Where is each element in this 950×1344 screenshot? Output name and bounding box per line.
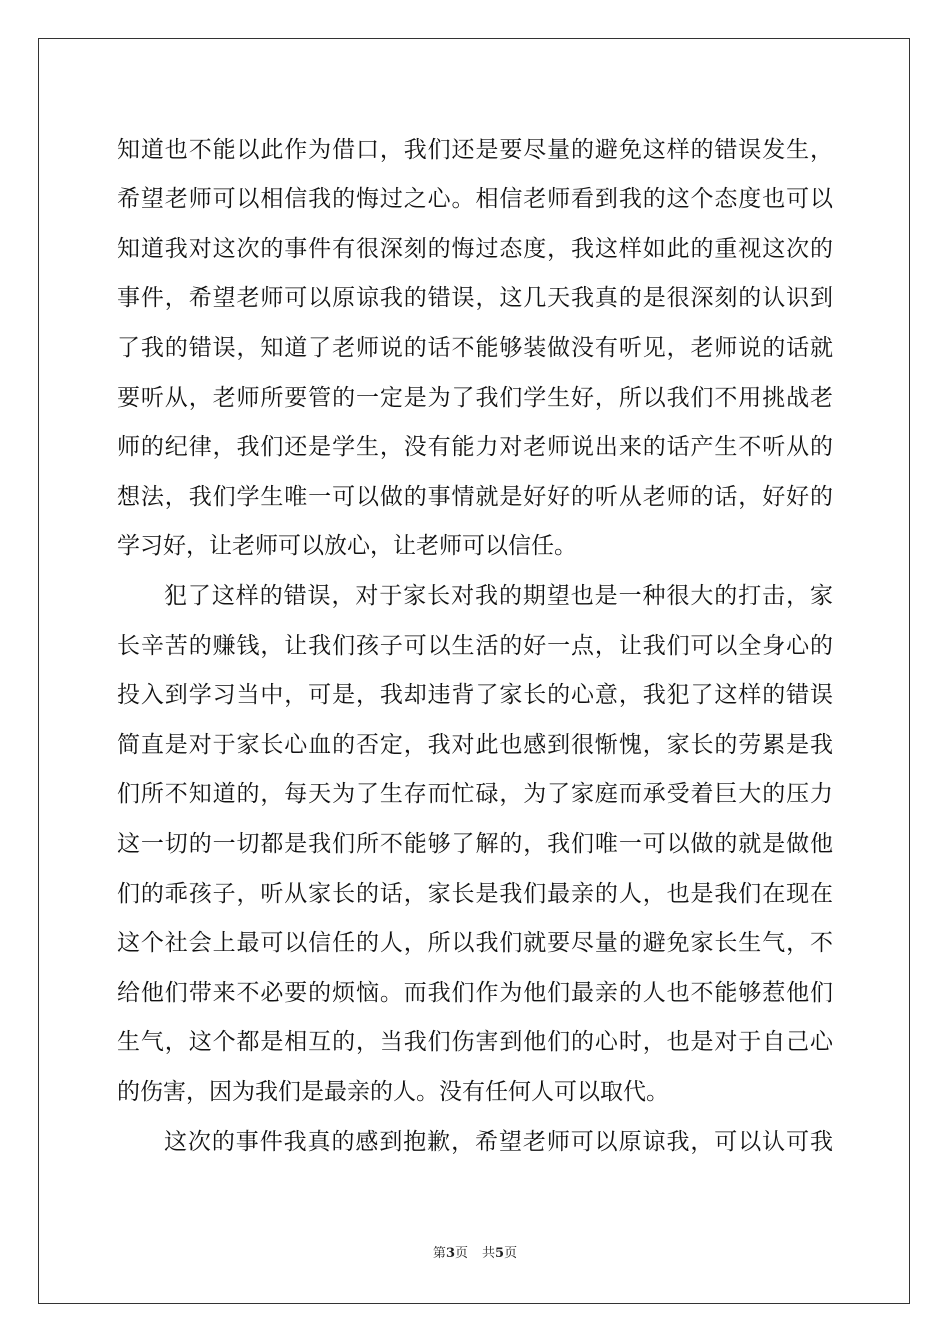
text-line: 知道也不能以此作为借口，我们还是要尽量的避免这样的错误发生， (117, 137, 833, 163)
text-line: 学习好，让老师可以放心，让老师可以信任。 (117, 533, 577, 559)
text-line: 这个社会上最可以信任的人，所以我们就要尽量的避免家长生气，不 (117, 930, 833, 956)
text-line: 这次的事件我真的感到抱歉，希望老师可以原谅我，可以认可我 (164, 1129, 833, 1155)
page-footer (0, 1246, 950, 1262)
text-line: 要听从，老师所要管的一定是为了我们学生好，所以我们不用挑战老 (117, 385, 833, 411)
page-number: 3 (445, 1246, 455, 1261)
text-line: 长辛苦的赚钱，让我们孩子可以生活的好一点，让我们可以全身心的 (117, 633, 833, 659)
text-line: 这一切的一切都是我们所不能够了解的，我们唯一可以做的就是做他 (117, 831, 833, 857)
text-line: 投入到学习当中，可是，我却违背了家长的心意，我犯了这样的错误 (117, 682, 833, 708)
text-line: 们的乖孩子，听从家长的话，家长是我们最亲的人，也是我们在现在 (117, 881, 833, 907)
text-line: 师的纪律，我们还是学生，没有能力对老师说出来的话产生不听从的 (117, 434, 833, 460)
text-line: 了我的错误，知道了老师说的话不能够装做没有听见，老师说的话就 (117, 335, 833, 361)
text-line: 希望老师可以相信我的悔过之心。相信老师看到我的这个态度也可以 (117, 186, 833, 212)
text-line: 们所不知道的，每天为了生存而忙碌，为了家庭而承受着巨大的压力 (117, 781, 833, 807)
page-frame (38, 38, 910, 1304)
text-line: 生气，这个都是相互的，当我们伤害到他们的心时，也是对于自己心 (117, 1029, 833, 1055)
page-label-suffix: 页 (454, 1246, 468, 1261)
text-line: 的伤害，因为我们是最亲的人。没有任何人可以取代。 (117, 1079, 669, 1105)
text-line: 想法，我们学生唯一可以做的事情就是好好的听从老师的话，好好的 (117, 484, 833, 510)
text-line: 简直是对于家长心血的否定，我对此也感到很惭愧，家长的劳累是我 (117, 732, 833, 758)
text-line: 犯了这样的错误，对于家长对我的期望也是一种很大的打击，家 (164, 583, 833, 609)
text-line: 给他们带来不必要的烦恼。而我们作为他们最亲的人也不能够惹他们 (117, 980, 833, 1006)
text-line: 知道我对这次的事件有很深刻的悔过态度，我这样如此的重视这次的 (117, 236, 833, 262)
total-label-prefix: 共 (482, 1246, 496, 1261)
total-label-suffix: 页 (504, 1246, 518, 1261)
page-total: 5 (495, 1246, 505, 1261)
text-line: 事件，希望老师可以原谅我的错误，这几天我真的是很深刻的认识到 (117, 285, 833, 311)
page-label-prefix: 第 (432, 1246, 446, 1261)
